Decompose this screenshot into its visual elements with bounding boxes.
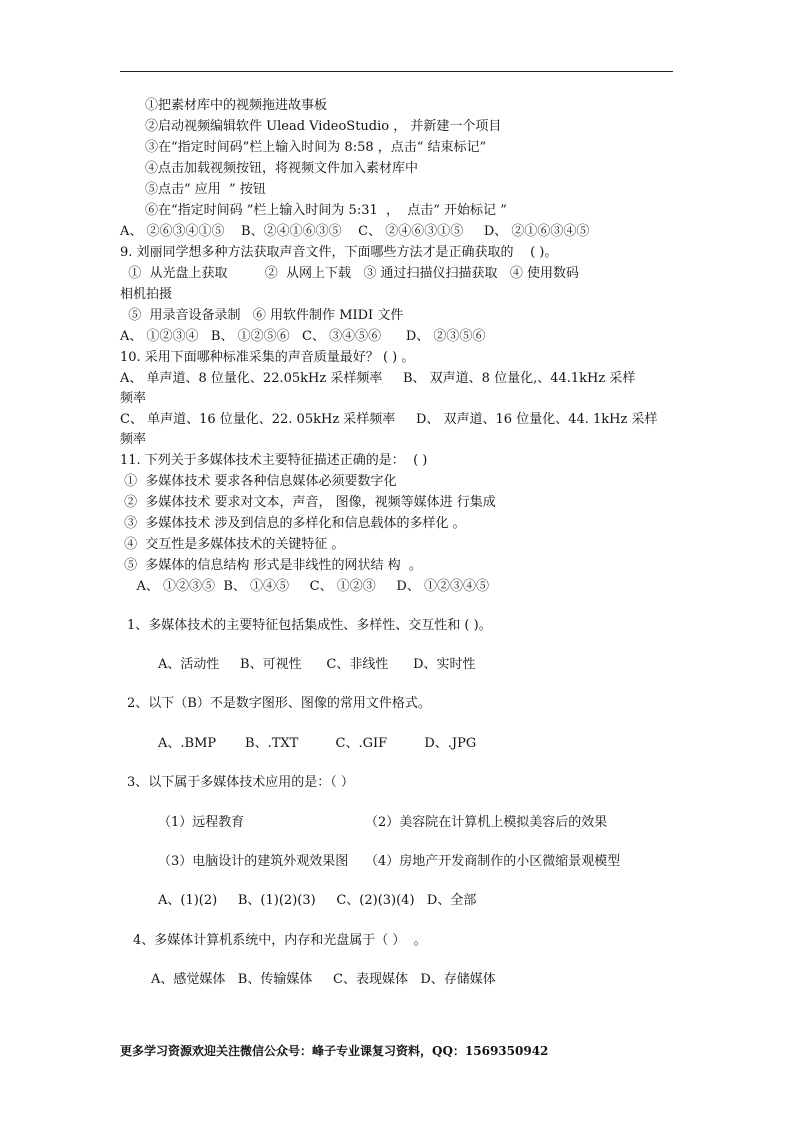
footer-text: 更多学习资源欢迎关注微信公众号：峰子专业课复习资料，QQ：1569350942 xyxy=(120,1044,549,1058)
text-line: 频率 xyxy=(120,432,147,447)
text-line: ⑤ 用录音设备录制 ⑥ 用软件制作 MIDI 文件 xyxy=(120,308,404,323)
text-line: 3、以下属于多媒体技术应用的是：（ ） xyxy=(127,775,354,790)
text-line: （3）电脑设计的建筑外观效果图 xyxy=(158,854,349,869)
text-line: ① 多媒体技术 要求各种信息媒体必须要数字化 xyxy=(120,474,397,489)
text-line: ① 从光盘上获取 ② 从网上下载 ③ 通过扫描仪扫描获取 ④ 使用数码 xyxy=(120,266,580,281)
text-line: ②启动视频编辑软件 Ulead VideoStudio ， 并新建一个项目 xyxy=(145,119,502,134)
text-line: A、感觉媒体 B、传输媒体 C、表现媒体 D、存储媒体 xyxy=(151,972,496,987)
text-line: 10. 采用下面哪种标准采集的声音质量最好？ ( ) 。 xyxy=(120,350,415,365)
text-line: ③在“指定时间码”栏上输入时间为 8:58 ，点击“ 结束标记” xyxy=(145,140,487,155)
text-line: ④点击加载视频按钮，将视频文件加入素材库中 xyxy=(145,161,419,176)
text-line: A、 ①②③④ B、 ①②⑤⑥ C、 ③④⑤⑥ D、 ②③⑤⑥ xyxy=(120,329,486,344)
text-line: ⑤点击“ 应用 ” 按钮 xyxy=(145,182,266,197)
text-line: C、 单声道、16 位量化、22. 05kHz 采样频率 D、 双声道、16 位量化、44. 1kHz 采样 xyxy=(120,412,658,427)
text-line: A、(1)(2) B、(1)(2)(3) C、(2)(3)(4) D、全部 xyxy=(158,893,477,908)
text-line: A、.BMP B、.TXT C、.GIF D、.JPG xyxy=(158,736,477,751)
text-line: ⑤ 多媒体的信息结构 形式是非线性的网状结 构 。 xyxy=(120,558,422,573)
text-line: （2）美容院在计算机上模拟美容后的效果 xyxy=(365,815,608,830)
text-line: A、活动性 B、可视性 C、非线性 D、实时性 xyxy=(158,657,476,672)
text-line: （1）远程教育 xyxy=(158,815,245,830)
text-line: ② 多媒体技术 要求对文本，声音， 图像，视频等媒体进 行集成 xyxy=(120,495,496,510)
text-line: 11. 下列关于多媒体技术主要特征描述正确的是： ( ) xyxy=(120,453,428,468)
text-line: A、 ①②③⑤ B、 ①④⑤ C、 ①②③ D、 ①②③④⑤ xyxy=(120,579,489,594)
text-line: A、 ②⑥③④①⑤ B、②④①⑥③⑤ C、 ②④⑥③①⑤ D、 ②①⑥③④⑤ xyxy=(120,224,590,239)
text-line: 2、以下（B）不是数字图形、图像的常用文件格式。 xyxy=(127,696,431,711)
header-rule xyxy=(120,71,673,72)
text-line: ④ 交互性是多媒体技术的关键特征 。 xyxy=(120,537,345,552)
text-line: ③ 多媒体技术 涉及到信息的多样化和信息载体的多样化 。 xyxy=(120,516,466,531)
text-line: （4）房地产开发商制作的小区微缩景观模型 xyxy=(365,854,621,869)
text-line: 9. 刘丽同学想多种方法获取声音文件，下面哪些方法才是正确获取的 ( )。 xyxy=(120,245,558,260)
text-line: ①把素材库中的视频拖进故事板 xyxy=(145,98,328,113)
text-line: 1、多媒体技术的主要特征包括集成性、多样性、交互性和 ( )。 xyxy=(127,618,492,633)
text-line: 4、多媒体计算机系统中，内存和光盘属于（ ） 。 xyxy=(133,933,427,948)
text-line: 频率 xyxy=(120,391,147,406)
text-line: 相机拍摄 xyxy=(120,287,173,302)
text-line: ⑥在“指定时间码 ”栏上输入时间为 5:31 ， 点击“ 开始标记 ” xyxy=(145,203,507,218)
text-line: A、 单声道、8 位量化、22.05kHz 采样频率 B、 双声道、8 位量化,、44.1kHz 采样 xyxy=(120,371,636,386)
